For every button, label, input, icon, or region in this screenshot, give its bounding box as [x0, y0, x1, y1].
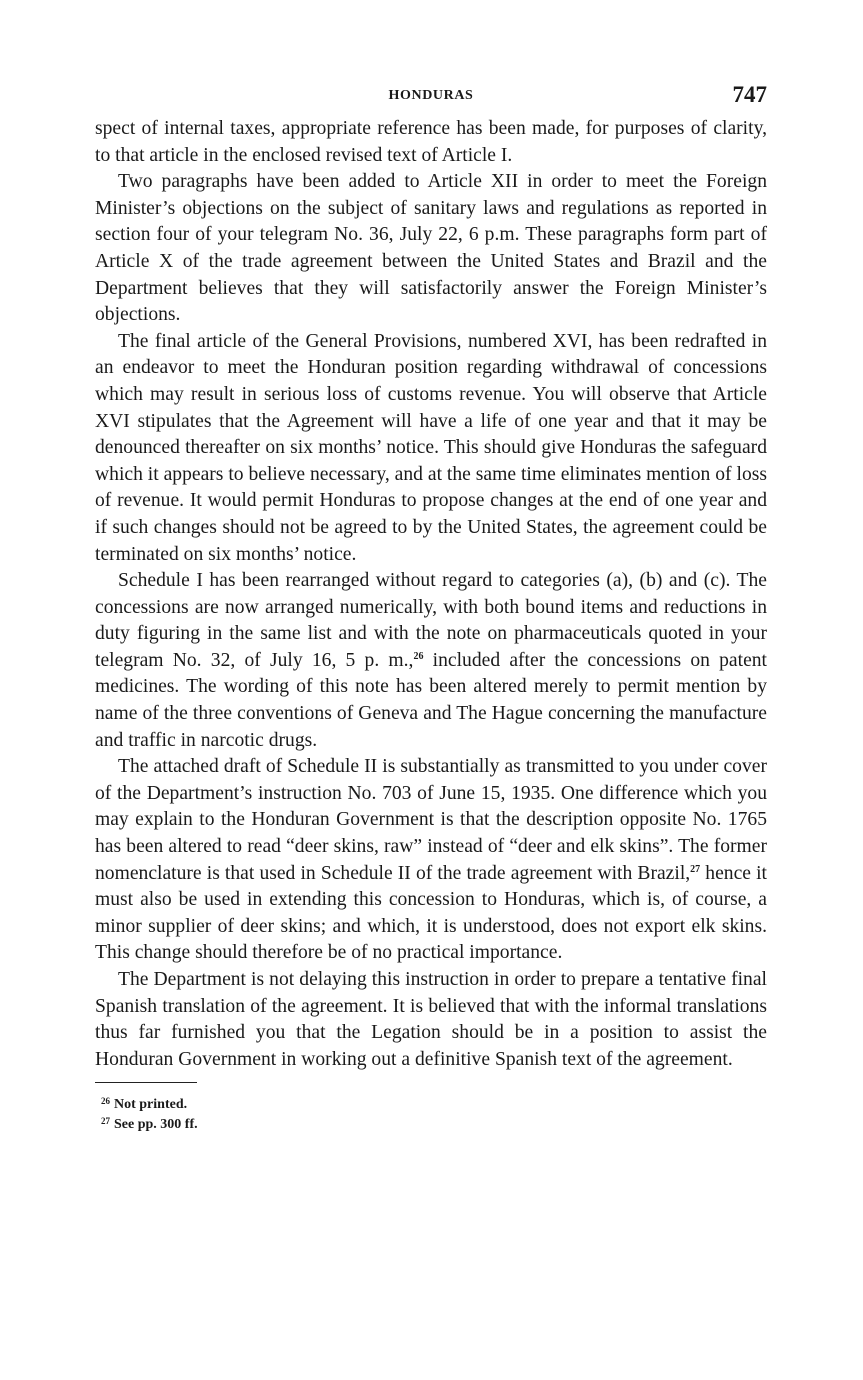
- paragraph-6: The Department is not delaying this instruction in order to prepare a tentative final Spanish translation of the agreement. It is believed that with the informal translations thus far furnished you that the Legation should be in a position to assist the Honduran Government in working out a definitive Spanish text of the agreement.: [95, 969, 767, 1070]
- footnote-text: Not printed.: [114, 1097, 188, 1113]
- page-number: 747: [732, 82, 767, 107]
- paragraph-4-text-a: Schedule I has been rearranged without regard to categories (a), (b) and (c). The concessions are now arranged numerically, with both bound items and reductions in duty figuring in the same list and with the note on pharmaceuticals quoted in your telegram No. 32, of July 16, 5 p. m.,: [95, 570, 767, 671]
- footnote-mark: 27: [101, 1116, 110, 1127]
- document-page: [95, 82, 767, 1133]
- paragraph-5-text-a: The attached draft of Schedule II is substantially as transmitted to you under cover of the Department’s instruction No. 703 of June 15, 1935. One difference which you may explain to the Honduran Government is that the description opposite No. 1765 has been altered to read “deer skins, raw” instead of “deer and elk skins”. The former nomenclature is that used in Schedule II of the trade agreement with Brazil,: [95, 756, 767, 884]
- paragraph-2: Two paragraphs have been added to Article XII in order to meet the Foreign Minister’s objections on the subject of sanitary laws and regulations as reported in section four of your telegram No. 36, July 22, 6 p.m. These paragraphs form part of Article X of the trade agreement between the United States and Brazil and the Department believes that they will satisfactorily answer the Foreign Minister’s objections.: [95, 171, 767, 326]
- footnote-item: [101, 1113, 767, 1133]
- paragraph-4-text-b: included after the concessions on patent medicines. The wording of this note has been altered merely to permit mention by name of the three conventions of Geneva and The Hague concerning the manufacture and traffic in narcotic drugs.: [95, 649, 768, 751]
- footnotes: [95, 1093, 767, 1133]
- footnote-ref-27: 27: [690, 863, 701, 875]
- page-header: [95, 82, 767, 116]
- paragraph-5-text-b: hence it must also be used in extending this concession to Honduras, which is, of course, a minor supplier of deer skins; and which, it is understood, does not export elk skins. This change should therefore be of no practical importance.: [95, 862, 767, 964]
- paragraph-5: [95, 754, 767, 967]
- paragraph-4: [95, 568, 767, 754]
- running-head: HONDURAS: [388, 88, 474, 103]
- paragraph-1: spect of internal taxes, appropriate reference has been made, for purposes of clarity, to that article in the enclosed revised text of Article I.: [95, 118, 767, 166]
- footnote-item: [101, 1093, 767, 1113]
- paragraph-3: The final article of the General Provisions, numbered XVI, has been redrafted in an endeavor to meet the Honduran position regarding withdrawal of concessions which may result in serious loss of customs revenue. You will observe that Article XVI stipulates that the Agreement will have a life of one year and that it may be denounced thereafter on six months’ notice. This should give Honduras the safeguard which it appears to believe necessary, and at the same time eliminates mention of loss of revenue. It would permit Honduras to propose changes at the end of one year and if such changes should not be agreed to by the United States, the agreement could be terminated on six months’ notice.: [95, 330, 767, 565]
- footnote-ref-26: 26: [413, 650, 424, 662]
- footnote-mark: 26: [101, 1096, 110, 1107]
- footnote-divider: [95, 1082, 197, 1083]
- footnote-text: See pp. 300 ff.: [114, 1117, 198, 1133]
- body-text: [95, 116, 767, 1073]
